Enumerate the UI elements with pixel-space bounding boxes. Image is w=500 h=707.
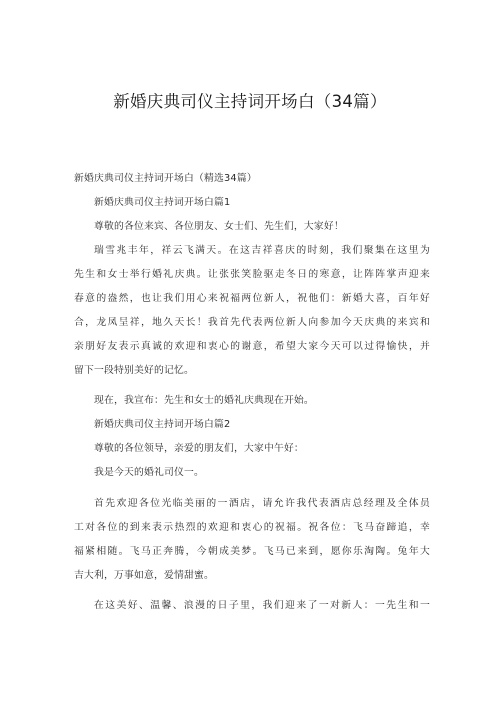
paragraph: 我是今天的婚礼司仪一。: [94, 467, 204, 478]
section-heading-2: 新婚庆典司仪主持词开场白篇2: [94, 419, 231, 430]
document-body: [74, 167, 430, 618]
paragraph: 现在，我宣布：先生和女士的婚礼庆典现在开始。: [94, 395, 314, 406]
paragraph: 尊敬的各位领导，亲爱的朋友们，大家中午好：: [94, 443, 304, 454]
document-title: 新婚庆典司仪主持词开场白（34篇）: [113, 92, 387, 111]
paragraph-line: 福紧相随。飞马正奔腾，今朝成美梦。飞马已来到，愿你乐淘陶。兔年大: [74, 546, 430, 557]
paragraph-line: 亲朋好友表示真诚的欢迎和衷心的谢意，希望大家今天可以过得愉快，并: [74, 341, 430, 352]
paragraph-line: 瑞雪兆丰年，祥云飞满天。在这吉祥喜庆的时刻，我们聚集在这里为: [94, 245, 430, 256]
paragraph: 尊敬的各位来宾、各位朋友、女士们、先生们，大家好！: [94, 221, 344, 232]
paragraph-line: 先生和女士举行婚礼庆典。让张张笑脸驱走冬日的寒意，让阵阵掌声迎来: [74, 269, 430, 280]
paragraph-subtitle: 新婚庆典司仪主持词开场白（精选34篇）: [74, 173, 257, 184]
paragraph-line: 吉大利，万事如意，爱情甜蜜。: [74, 570, 214, 581]
section-heading-1: 新婚庆典司仪主持词开场白篇1: [94, 197, 231, 208]
paragraph-line: 工对各位的到来表示热烈的欢迎和衷心的祝福。祝各位：飞马奋蹄追，幸: [74, 522, 430, 533]
paragraph-line: 留下一段特别美好的记忆。: [74, 365, 194, 376]
paragraph-line: 首先欢迎各位光临美丽的一酒店，请允许我代表酒店总经理及全体员: [94, 498, 430, 509]
paragraph-line: 春意的盎然，也让我们用心来祝福两位新人，祝他们：新婚大喜，百年好: [74, 293, 430, 304]
paragraph-line: 在这美好、温馨、浪漫的日子里，我们迎来了一对新人：一先生和一: [94, 600, 430, 611]
paragraph-line: 合，龙凤呈祥，地久天长！我首先代表两位新人向参加今天庆典的来宾和: [74, 317, 430, 328]
